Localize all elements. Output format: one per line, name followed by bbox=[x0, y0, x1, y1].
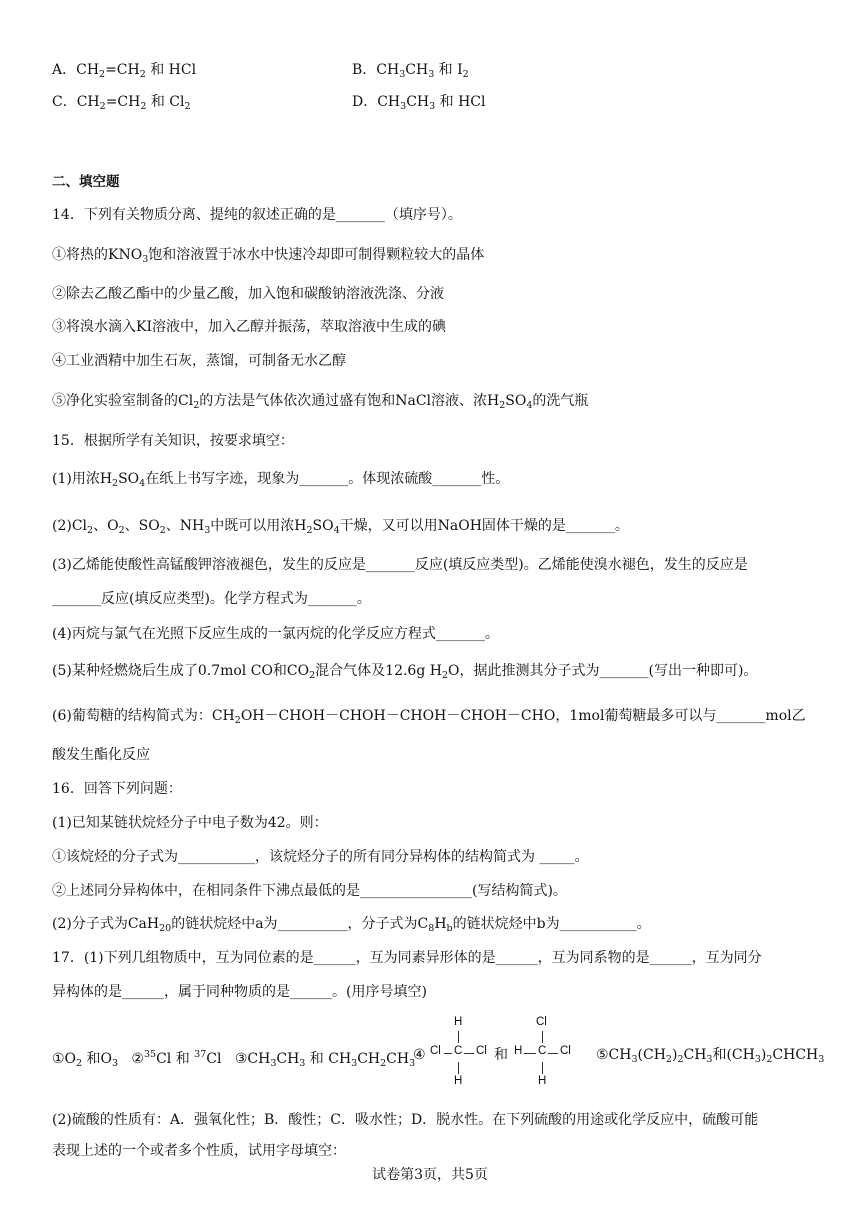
q17-group-4-label: ④ bbox=[413, 1047, 426, 1063]
option-b: B．$CH_3CH_3$ 和 $I_2$ bbox=[352, 62, 469, 80]
q16-part-1b: ②上述同分异构体中，在相同条件下沸点最低的是________________(写结构简式)。 bbox=[52, 883, 567, 899]
q14-item-4: ④工业酒精中加生石灰，蒸馏，可制备无水乙醇 bbox=[52, 353, 346, 369]
q15-part-6a: (6)葡萄糖的结构简式为：$CH_2OH-CHOH-CHOH-CHOH-CHOH-CHO$，1mol葡萄糖最多可以与_______mol乙 bbox=[52, 708, 806, 726]
q15-part-4: (4)丙烷与氯气在光照下反应生成的一氯丙烷的化学反应方程式_______。 bbox=[52, 626, 499, 642]
q14-item-5: ⑤净化实验室制备的$Cl_2$的方法是气体依次通过盛有饱和NaCl溶液、浓$H_2SO_4$的洗气瓶 bbox=[52, 393, 589, 411]
q17-part-2a: (2)硫酸的性质有：A．强氧化性；B．酸性；C．吸水性；D．脱水性。在下列硫酸的用途或化学反应中，硫酸可能 bbox=[52, 1112, 759, 1128]
q16-part-1: (1)已知某链状烷烃分子中电子数为42。则： bbox=[52, 815, 328, 831]
dichloromethane-structures: H Cl C Cl H 和 Cl H C Cl H bbox=[430, 1016, 571, 1087]
q15-part-1: (1)用浓$H_2SO_4$在纸上书写字迹，现象为_______。体现浓硫酸_______性。 bbox=[52, 471, 510, 489]
q17-groups-1-3: $①O_2$ 和$O_3$ ②$^{35}$Cl 和 $^{37}$Cl $③CH_3CH_3$ 和 $CH_3CH_2CH_3$ bbox=[52, 1049, 416, 1069]
option-a: A．$CH_2=CH_2$ 和 HCl bbox=[52, 62, 197, 80]
q15-part-2: $(2)Cl_2$、$O_2$、$SO_2$、$NH_3$中既可以用浓$H_2SO_4$干燥，又可以用NaOH固体干燥的是_______。 bbox=[52, 518, 629, 536]
q16-part-2: (2)分子式为CaH$_{20}$的链状烷烃中a为__________，分子式为$C_8H_b$的链状烷烃中b为___________。 bbox=[52, 916, 651, 934]
q16-stem: 16．回答下列问题： bbox=[52, 781, 182, 797]
q17-part-2b: 表现上述的一个或者多个性质，试用字母填空： bbox=[52, 1143, 346, 1159]
q14-item-3: ③将溴水滴入KI溶液中，加入乙醇并振荡，萃取溶液中生成的碘 bbox=[52, 319, 446, 335]
q15-part-5: (5)某种烃燃烧后生成了0.7mol CO和$CO_2$混合气体及12.6g $H_2O$，据此推测其分子式为_______(写出一种即可)。 bbox=[52, 663, 758, 681]
q17-group-5: $⑤CH_3(CH_2)_2CH_3$和$(CH_3)_2CHCH_3$ bbox=[596, 1047, 825, 1065]
q15-part-6b: 酸发生酯化反应 bbox=[52, 747, 150, 763]
option-c: C．$CH_2=CH_2$ 和 $Cl_2$ bbox=[52, 94, 191, 112]
q15-part-3b: _______反应(填反应类型)。化学方程式为_______。 bbox=[52, 591, 371, 607]
q15-stem: 15．根据所学有关知识，按要求填空： bbox=[52, 433, 294, 449]
q17-stem-1: 17．(1)下列几组物质中，互为同位素的是______，互为同素异形体的是______，互为同系物的是______，互为同分 bbox=[52, 950, 762, 966]
q17-stem-2: 异构体的是______，属于同种物质的是______。(用序号填空) bbox=[52, 984, 427, 1000]
q15-part-3a: (3)乙烯能使酸性高锰酸钾溶液褪色，发生的反应是_______反应(填反应类型)。乙烯能使溴水褪色，发生的反应是 bbox=[52, 557, 748, 573]
q14-item-2: ②除去乙酸乙酯中的少量乙酸，加入饱和碳酸钠溶液洗涤、分液 bbox=[52, 286, 444, 302]
q14-item-1: ①将热的$KNO_3$饱和溶液置于冰水中快速冷却即可制得颗粒较大的晶体 bbox=[52, 247, 485, 265]
section-title: 二、填空题 bbox=[52, 174, 120, 190]
page-footer: 试卷第3页，共5页 bbox=[372, 1167, 488, 1183]
q14-stem: 14．下列有关物质分离、提纯的叙述正确的是_______（填序号）。 bbox=[52, 207, 462, 223]
q16-part-1a: ①该烷烃的分子式为___________，该烷烃分子的所有同分异构体的结构简式为 _____。 bbox=[52, 849, 589, 865]
option-d: D．$CH_3CH_3$ 和 HCl bbox=[352, 94, 486, 112]
